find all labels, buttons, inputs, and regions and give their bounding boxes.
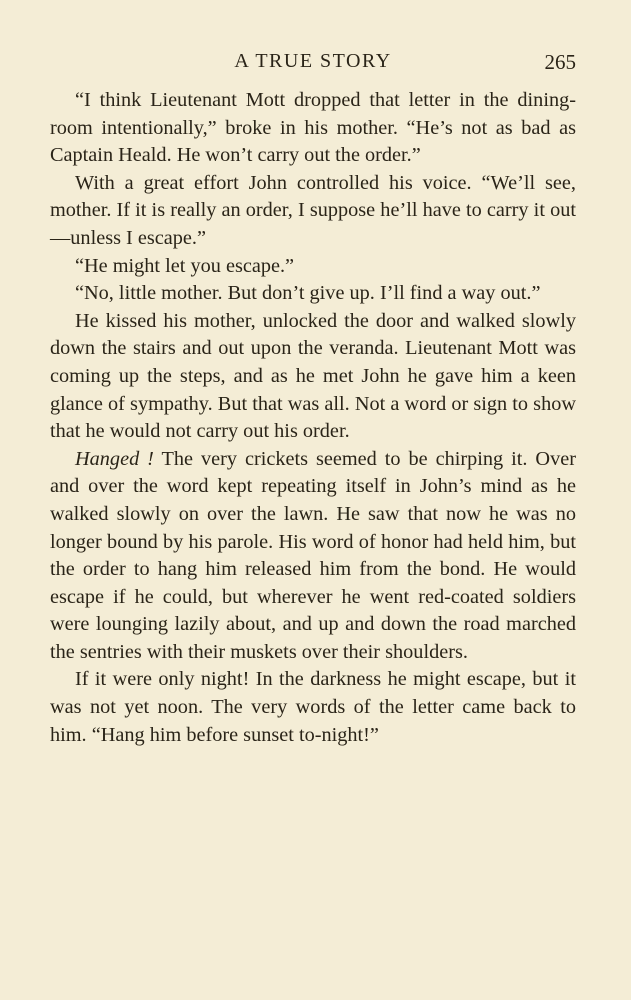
italic-word: Hanged !: [75, 447, 154, 470]
running-head: A TRUE STORY: [234, 50, 392, 72]
body-text: [50, 87, 576, 749]
paragraph: [50, 446, 576, 667]
paragraph: If it were only night! In the darkness he might escape, but it was not yet noon. The very words of the letter came back to him. “Hang him before sunset to-night!”: [50, 668, 576, 746]
paragraph: He kissed his mother, unlocked the door and walked slowly down the stairs and out upon the veranda. Lieutenant Mott was coming up the steps, and as he met John he gave him a keen glance of sympathy. But that was all. Not a word or sign to show that he would not carry out his order.: [50, 309, 576, 443]
paragraph: With a great effort John controlled his voice. “We’ll see, mother. If it is really an order, I suppose he’ll have to carry it out—unless I escape.”: [50, 171, 576, 249]
paragraph-text: The very crickets seemed to be chirping it. Over and over the word kept repeating itself in John’s mind as he walked slowly on over the lawn. He saw that now he was no longer bound by his parole. His word of honor had held him, but the order to hang him released him from the bond. He would escape if he could, but wherever he went red-coated soldiers were lounging lazily about, and up and down the road marched the sentries with their muskets over their shoulders.: [50, 447, 576, 663]
paragraph: “No, little mother. But don’t give up. I’ll find a way out.”: [75, 282, 541, 305]
page-header: [50, 50, 576, 76]
paragraph: “I think Lieutenant Mott dropped that letter in the dining-room intentionally,” broke in his mother. “He’s not as bad as Captain Heald. He won’t carry out the order.”: [50, 89, 576, 167]
page-number: 265: [544, 50, 576, 74]
paragraph: “He might let you escape.”: [75, 254, 295, 277]
